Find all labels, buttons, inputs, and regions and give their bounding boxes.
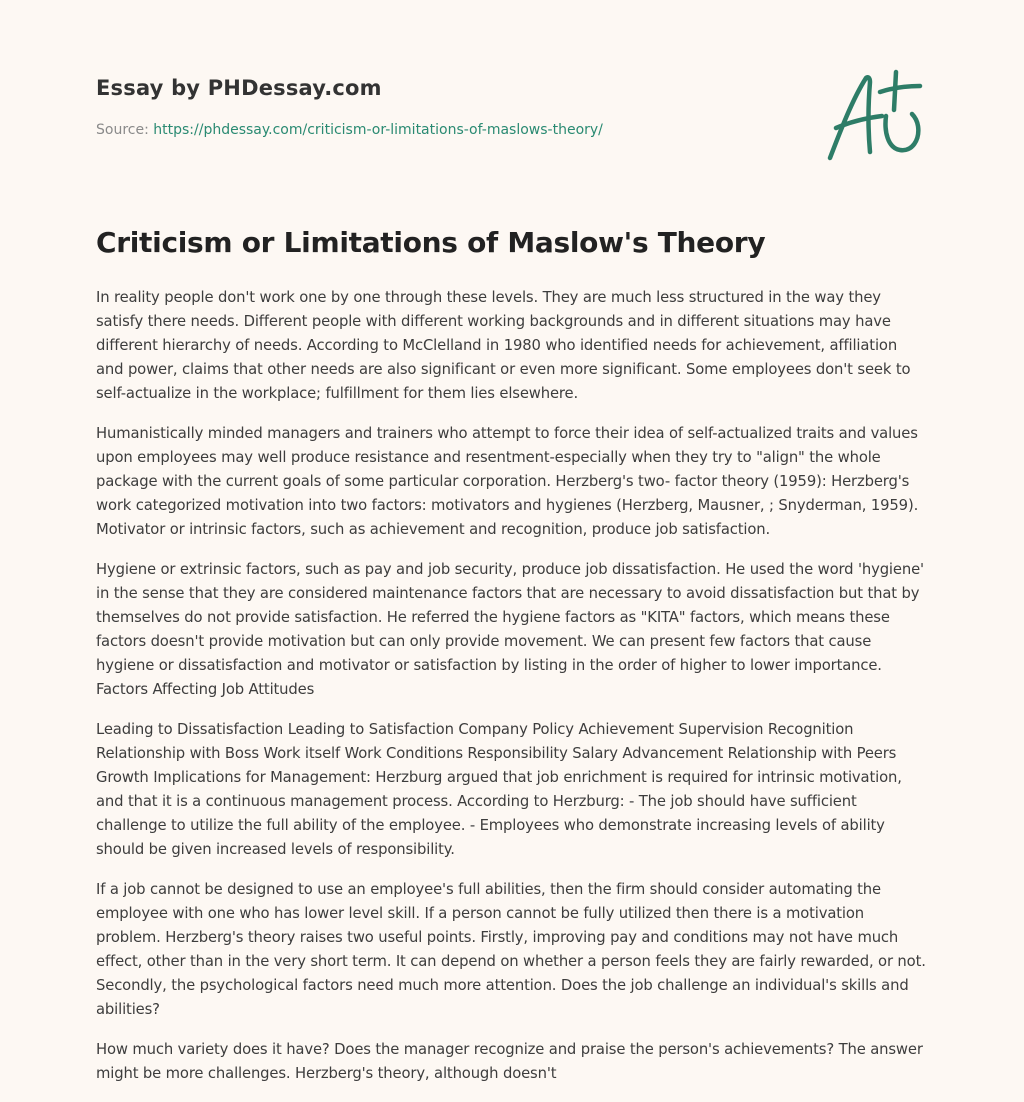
paragraph: If a job cannot be designed to use an employee's full abilities, then the firm should consider automating the employee with one who has lower level skill. If a person cannot be fully utilized then there is a motivation problem. Herzberg's theory raises two useful points. Firstly, improving pay and conditions may not have much effect, other than in the very short term. It can depend on whether a person feels they are fairly rewarded, or not. Secondly, the psychological factors need much more attention. Does the job challenge an individual's skills and abilities? — [96, 881, 926, 1018]
source-label: Source: — [96, 122, 149, 138]
a-plus-logo-icon — [822, 66, 926, 164]
paragraph: How much variety does it have? Does the manager recognize and praise the person's achievements? The answer might be more challenges. Herzberg's theory, although doesn't — [96, 1041, 923, 1082]
paragraph: Leading to Dissatisfaction Leading to Satisfaction Company Policy Achievement Supervision Recognition Relationship with Boss Work itself Work Conditions Responsibility Salary Advancement Relationship with Peers Growth Implications for Management: Herzburg argued that job enrichment is required for intrinsic motivation, and that it is a continuous management process. According to Herzburg: - The job should have sufficient challenge to utilize the full ability of the employee. - Employees who demonstrate increasing levels of ability should be given increased levels of responsibility. — [96, 721, 902, 858]
site-title: Essay by PHDessay.com — [96, 76, 382, 100]
paragraph: In reality people don't work one by one through these levels. They are much less structured in the way they satisfy there needs. Different people with different working backgrounds and in different situations may have different hierarchy of needs. According to McClelland in 1980 who identified needs for achievement, affiliation and power, claims that other needs are also significant or even more significant. Some employees don't seek to self-actualize in the workplace; fulfillment for them lies elsewhere. — [96, 289, 911, 402]
paragraph: Humanistically minded managers and trainers who attempt to force their idea of self-actualized traits and values upon employees may well produce resistance and resentment-especially when they try to "align" the whole package with the current goals of some particular corporation. Herzberg's two- factor theory (1959): Herzberg's work categorized motivation into two factors: motivators and hygienes (Herzberg, Mausner, ; Snyderman, 1959). Motivator or intrinsic factors, such as achievement and recognition, produce job satisfaction. — [96, 425, 919, 538]
header — [96, 76, 796, 138]
essay-body — [96, 286, 928, 1102]
source-link[interactable]: https://phdessay.com/criticism-or-limitations-of-maslows-theory/ — [153, 122, 603, 138]
essay-title: Criticism or Limitations of Maslow's Theory — [96, 226, 766, 259]
source-line — [96, 122, 796, 138]
paragraph: Hygiene or extrinsic factors, such as pay and job security, produce job dissatisfaction. He used the word 'hygiene' in the sense that they are considered maintenance factors that are necessary to avoid dissatisfaction but that by themselves do not provide satisfaction. He referred the hygiene factors as "KITA" factors, which means these factors doesn't provide motivation but can only provide movement. We can present few factors that cause hygiene or dissatisfaction and motivator or satisfaction by listing in the order of higher to lower importance. Factors Affecting Job Attitudes — [96, 561, 924, 698]
